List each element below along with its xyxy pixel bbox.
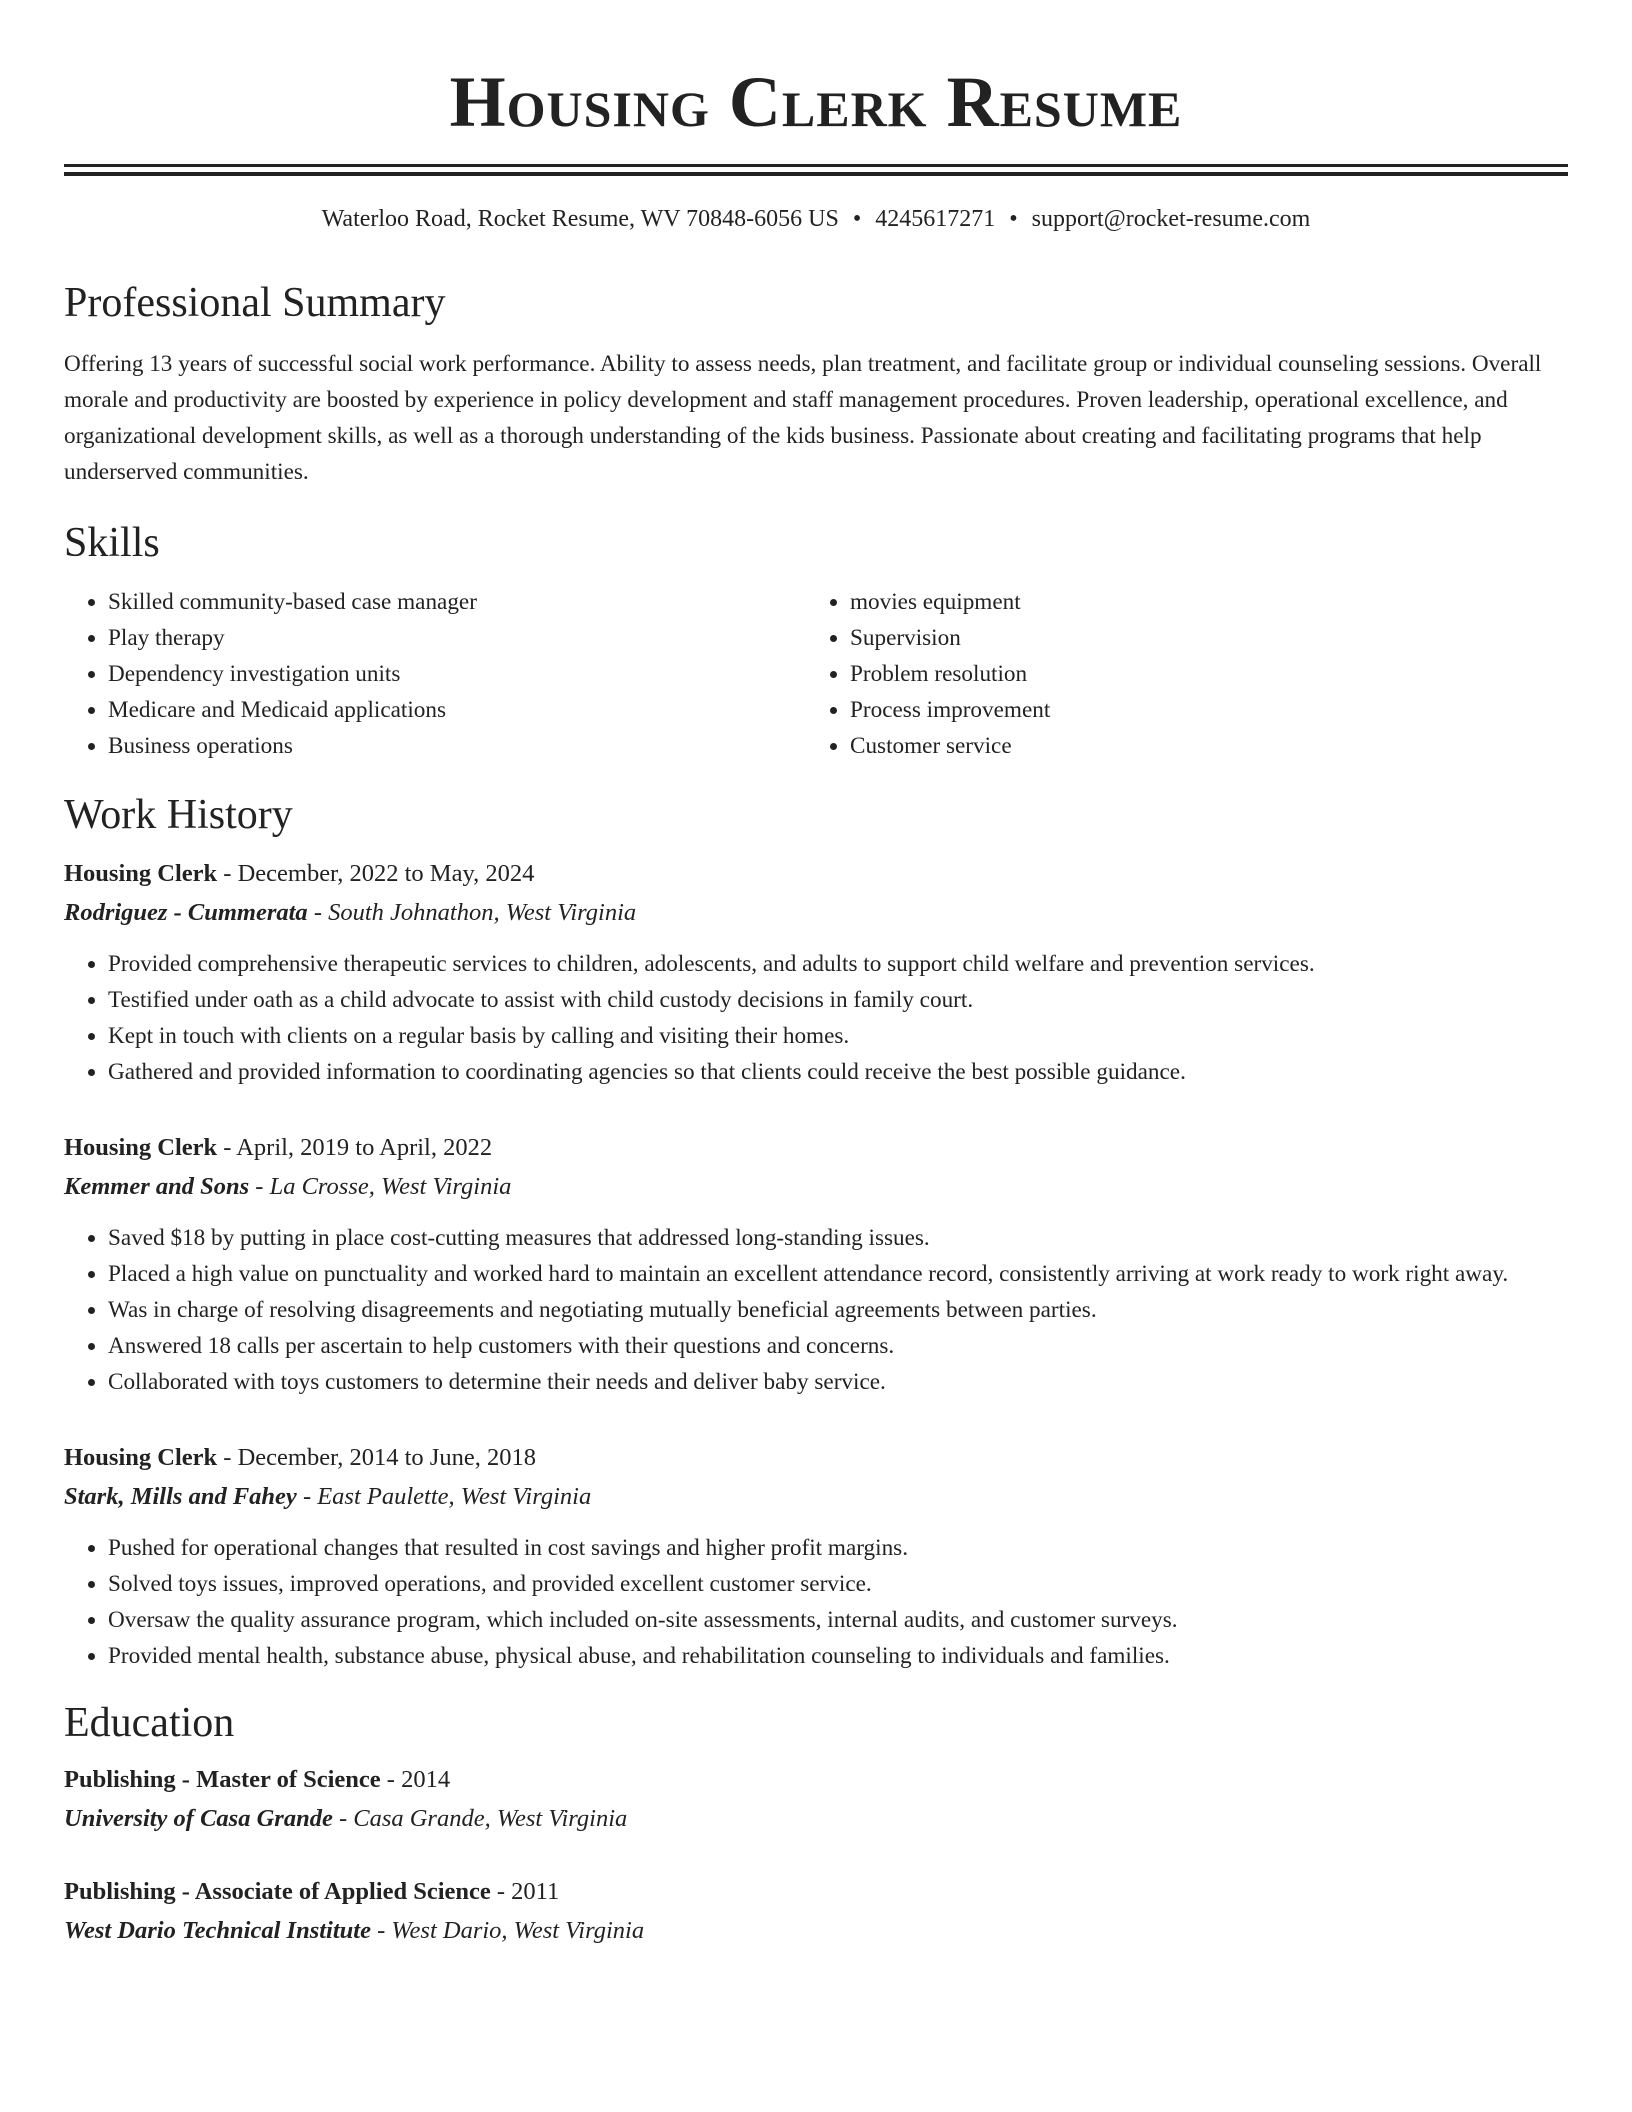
degree-line bbox=[64, 1760, 1568, 1800]
skill-item: • Customer service bbox=[850, 728, 1548, 764]
contact-separator: • bbox=[852, 206, 862, 232]
degree-line bbox=[64, 1872, 1568, 1912]
summary-text: Offering 13 years of successful social work performance. Ability to assess needs, plan treatment, and facilitate group or individual counseling sessions. Overall morale and productivity are boosted by experience in policy development and staff management procedures. Proven leadership, operational excellence, and organizational development skills, as well as a thorough understanding of the kids business. Passionate about creating and facilitating programs that help underserved communities. bbox=[64, 351, 1542, 485]
job-title: Housing Clerk bbox=[64, 1444, 218, 1471]
job-duty: • Kept in touch with clients on a regular basis by calling and visiting their homes. bbox=[108, 1018, 1568, 1054]
job-duty: • Provided comprehensive therapeutic services to children, adolescents, and adults to support child welfare and prevention services. bbox=[108, 946, 1568, 982]
skills-column-left bbox=[64, 584, 806, 764]
school-name: University of Casa Grande bbox=[64, 1805, 333, 1832]
skill-item: • Skilled community-based case manager bbox=[108, 584, 806, 620]
school-line bbox=[64, 1912, 1568, 1950]
job-duty: • Solved toys issues, improved operations, and provided excellent customer service. bbox=[108, 1566, 1568, 1602]
job-title-line bbox=[64, 1438, 1568, 1478]
degree-year: - 2014 bbox=[380, 1766, 451, 1793]
degree: Publishing - Master of Science bbox=[64, 1766, 381, 1793]
job-location: - South Johnathon, West Virginia bbox=[307, 899, 637, 926]
education-entry bbox=[64, 1872, 1568, 1950]
skill-item: • Play therapy bbox=[108, 620, 806, 656]
job-company-line bbox=[64, 1478, 1568, 1516]
resume-title: Housing Clerk Resume bbox=[449, 62, 1183, 142]
job-company: Stark, Mills and Fahey bbox=[64, 1483, 297, 1510]
job-title: Housing Clerk bbox=[64, 1134, 218, 1161]
school-line bbox=[64, 1800, 1568, 1838]
job-title-line bbox=[64, 1128, 1568, 1168]
skills-heading: Skills bbox=[64, 520, 160, 566]
job-duties bbox=[64, 1220, 1568, 1400]
job-duty: • Was in charge of resolving disagreements and negotiating mutually beneficial agreements between parties. bbox=[108, 1292, 1568, 1328]
school-name: West Dario Technical Institute bbox=[64, 1917, 371, 1944]
contact-line bbox=[64, 204, 1568, 234]
job-duty: • Answered 18 calls per ascertain to help customers with their questions and concerns. bbox=[108, 1328, 1568, 1364]
contact-separator: • bbox=[1009, 206, 1018, 232]
job-title: Housing Clerk bbox=[64, 860, 218, 887]
education-entry bbox=[64, 1760, 1568, 1838]
job-duty: • Collaborated with toys customers to determine their needs and deliver baby service. bbox=[108, 1364, 1568, 1400]
job-dates: - December, 2014 to June, 2018 bbox=[217, 1444, 536, 1471]
job-duty: • Provided mental health, substance abuse, physical abuse, and rehabilitation counseling to individuals and families. bbox=[108, 1638, 1568, 1674]
job-duties bbox=[64, 946, 1568, 1090]
skill-item: • Supervision bbox=[850, 620, 1548, 656]
school-location: - West Dario, West Virginia bbox=[370, 1917, 645, 1944]
education-heading: Education bbox=[64, 1700, 235, 1746]
contact-phone: 4245617271 bbox=[875, 206, 996, 232]
skill-item: • Medicare and Medicaid applications bbox=[108, 692, 806, 728]
work-history-heading: Work History bbox=[64, 792, 293, 838]
job-duty: • Gathered and provided information to coordinating agencies so that clients could receive the best possible guidance. bbox=[108, 1054, 1568, 1090]
job-company: Rodriguez - Cummerata bbox=[64, 899, 308, 926]
skill-item: • Problem resolution bbox=[850, 656, 1548, 692]
job-duty: • Testified under oath as a child advocate to assist with child custody decisions in family court. bbox=[108, 982, 1568, 1018]
job-company-line bbox=[64, 894, 1568, 932]
job-title-line bbox=[64, 854, 1568, 894]
job-entry bbox=[64, 854, 1568, 1090]
skills-list bbox=[64, 584, 1568, 764]
degree-year: - 2011 bbox=[490, 1878, 560, 1905]
job-company-line bbox=[64, 1168, 1568, 1206]
skills-column-right bbox=[806, 584, 1548, 764]
skill-item: • movies equipment bbox=[850, 584, 1548, 620]
contact-email: support@rocket-resume.com bbox=[1031, 206, 1311, 232]
job-duty: • Pushed for operational changes that resulted in cost savings and higher profit margins. bbox=[108, 1530, 1568, 1566]
job-dates: - December, 2022 to May, 2024 bbox=[217, 860, 535, 887]
job-duty: • Placed a high value on punctuality and worked hard to maintain an excellent attendance record, consistently arriving at work ready to work right away. bbox=[108, 1256, 1568, 1292]
school-location: - Casa Grande, West Virginia bbox=[332, 1805, 628, 1832]
job-location: - La Crosse, West Virginia bbox=[249, 1173, 512, 1200]
job-duties bbox=[64, 1530, 1568, 1674]
job-duty: • Oversaw the quality assurance program, which included on-site assessments, internal audits, and customer surveys. bbox=[108, 1602, 1568, 1638]
job-location: - East Paulette, West Virginia bbox=[296, 1483, 592, 1510]
job-dates: - April, 2019 to April, 2022 bbox=[217, 1134, 493, 1161]
job-duty: • Saved $18 by putting in place cost-cutting measures that addressed long-standing issues. bbox=[108, 1220, 1568, 1256]
job-entry bbox=[64, 1128, 1568, 1400]
contact-address: Waterloo Road, Rocket Resume, WV 70848-6056 US bbox=[321, 206, 839, 232]
summary-heading: Professional Summary bbox=[64, 280, 446, 326]
skill-item: • Process improvement bbox=[850, 692, 1548, 728]
skill-item: • Business operations bbox=[108, 728, 806, 764]
skill-item: • Dependency investigation units bbox=[108, 656, 806, 692]
title-divider bbox=[64, 164, 1568, 176]
job-entry bbox=[64, 1438, 1568, 1674]
job-company: Kemmer and Sons bbox=[64, 1173, 250, 1200]
degree: Publishing - Associate of Applied Science bbox=[64, 1878, 491, 1905]
